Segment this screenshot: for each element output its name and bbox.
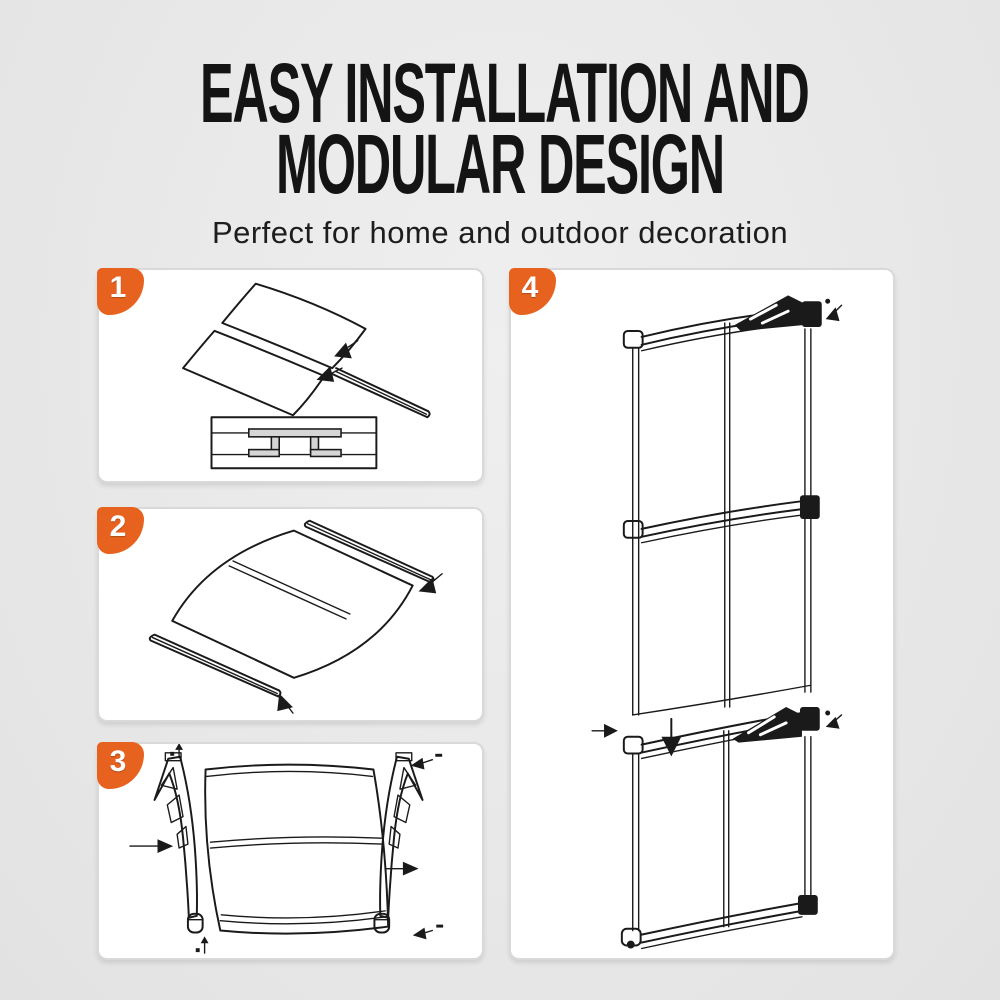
step-number-badge-1: 1 [97,268,144,315]
step-3-illustration-support-brackets [99,744,482,958]
step-1-illustration-h-connector-joining [99,270,482,481]
page-title-line-1: EASY INSTALLATION AND [200,46,809,140]
step-panel-2 [97,507,484,722]
page-title-line-2: MODULAR DESIGN [275,116,724,211]
header [0,46,1000,251]
step-number-badge-4: 4 [509,268,556,315]
step-2-illustration-edge-trim-bars [99,509,482,720]
page-subtitle: Perfect for home and outdoor decoration [211,215,789,251]
step-panel-3 [97,742,484,960]
step-4-illustration-modular-stacking [511,270,893,958]
step-panel-1 [97,268,484,483]
step-number-badge-3: 3 [97,742,144,789]
step-number-badge-2: 2 [97,507,144,554]
step-panel-4 [509,268,895,960]
